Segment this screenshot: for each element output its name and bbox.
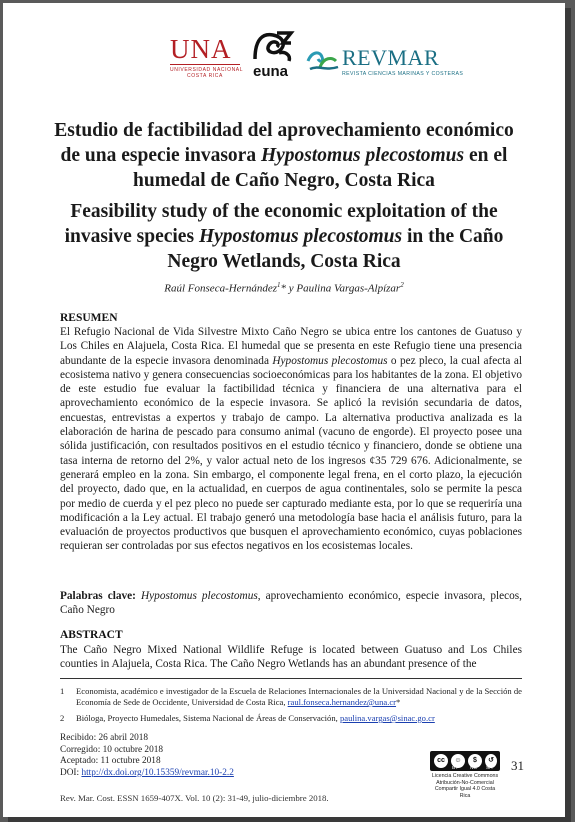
author1-email-link[interactable]: raul.fonseca.hernandez@una.cr (287, 697, 397, 707)
resumen-heading: RESUMEN (60, 312, 118, 324)
page-shadow-bottom (8, 817, 571, 822)
una-logo (170, 34, 244, 79)
authors: Raúl Fonseca-Hernández$^1$* y Paulina Vargas-Alpízar$^2$ (164, 281, 404, 295)
page-shadow-right (565, 8, 571, 819)
euna-logo-text: euna (253, 63, 289, 80)
citation: Rev. Mar. Cost. ESSN 1659-407X. Vol. 10 (2): 31-49, julio-diciembre 2018. (60, 793, 329, 803)
author2-email-link[interactable]: paulina.vargas@sinac.go.cr (339, 713, 435, 723)
corrected-date: Corregido: 10 octubre 2018 (60, 744, 164, 755)
abstract-heading: ABSTRACT (60, 629, 123, 641)
nc-label: NC (470, 766, 477, 771)
title-spanish: Estudio de factibilidad del aprovechamiento económico de una especie invasora Hypostomus plecostomus en el humedal de Caño Negro, Costa Rica (54, 120, 514, 191)
revmar-logo-text: REVMAR (342, 45, 440, 70)
nc-icon: $ (467, 753, 483, 769)
cc-icon: cc (433, 753, 449, 769)
keywords: Palabras clave: Hypostomus plecostomus, aprovechamiento económico, especie invasora, plecos, Caño Negro (60, 590, 523, 617)
received-date: Recibido: 26 abril 2018 (60, 733, 149, 743)
euna-emblem-icon (249, 29, 297, 63)
header-logos (3, 29, 565, 89)
sa-icon: ↺ (484, 753, 498, 769)
cc-badge-icon (430, 751, 500, 771)
title-english: Feasibility study of the economic exploitation of the invasive species Hypostomus plecostomus in the Caño Negro Wetlands, Costa Rica (64, 201, 504, 272)
doi-link[interactable]: http://dx.doi.org/10.15359/revmar.10-2.2 (81, 767, 234, 778)
abstract-text: The Caño Negro Mixed National Wildlife Refuge is located between Guatuso and Los Chiles counties in Alajuela, Costa Rica. The Caño Negro Wetlands has an abundant presence of the (60, 644, 522, 671)
una-logo-subtitle: UNIVERSIDAD NACIONAL COSTA RICA (170, 67, 244, 79)
by-label: BY (452, 766, 459, 771)
doi-line: DOI: http://dx.doi.org/10.15359/revmar.10-2.2 (60, 767, 234, 778)
footnote-rule (60, 678, 522, 679)
footnote-2: 2 Bióloga, Proyecto Humedales, Sistema Nacional de Áreas de Conservación, paulina.vargas@sinac.go.cr (60, 713, 435, 723)
publication-dates (60, 733, 234, 779)
footnote-1: 1 Economista, académico e investigador de la Escuela de Relaciones Internacionales de la Universidad Nacional y de la Sección de Economía de Sede de Occidente, Universidad de Costa Rica, raul.fonseca.hernandez@una.cr* (60, 686, 522, 707)
revmar-logo-subtitle: REVISTA CIENCIAS MARINAS Y COSTERAS (342, 71, 464, 77)
wave-icon (306, 47, 340, 73)
document-page (3, 3, 565, 817)
accepted-date: Aceptado: 11 octubre 2018 (60, 756, 161, 767)
page-number: 31 (511, 758, 524, 773)
euna-logo (249, 29, 297, 85)
license-text: Licencia Creative Commons Atribución-No-Comercial Compartir Igual 4.0 Costa Rica (431, 773, 499, 799)
sa-label: SA (486, 766, 493, 771)
by-icon: ☺ (450, 753, 466, 769)
cc-license (430, 751, 500, 799)
una-logo-rule (170, 64, 240, 65)
revmar-logo (306, 45, 464, 85)
una-logo-text: UNA (170, 34, 232, 64)
resumen-text: El Refugio Nacional de Vida Silvestre Mixto Caño Negro se ubica entre los cantones de Guatuso y Los Chiles en Alajuela, Costa Rica. El humedal que se presenta en este Refugio tiene una presencia abundante de la especie invasora denominada Hypostomus plecostomus o pez pleco, la cual afecta al ecosistema nativo y genera consecuencias socioeconómicas para los habitantes de la zona. El objetivo de este estudio fue evaluar la factibilidad técnica y financiera de una alternativa para el aprovechamiento económico de la especie invasora. Se aplicó la revisión secundaria de datos, encuestas, entrevistas a expertos y trabajo de campo. La alternativa productiva analizada es la elaboración de harina de pescado para consumo animal (vacuno de engorde). El proyecto posee una sólida justificación, con resultados positivos en el estudio técnico y financiero, donde se obtiene una tasa interna de retorno del 2%, y valor actual neto de los ingresos ¢35 729 676. Adicionalmente, se generará empleo en la zona. Sin embargo, el componente legal frena, en el corto plazo, la ejecución del proyecto, dado que, en la actualidad, en cuerpos de agua continentales, solo se permite la pesca por medio de cuerda y el pez pleco no puede ser capturado mediante esta, por lo que se requeriría una modificación a la Ley actual. El trabajo generó una metodología base hacia el análisis futuro, para la evaluación de proyectos productivos que busquen el aprovechamiento económico, cuyas poblaciones requieran ser controladas por sus efectos negativos en los ecosistemas locales. (60, 326, 522, 553)
